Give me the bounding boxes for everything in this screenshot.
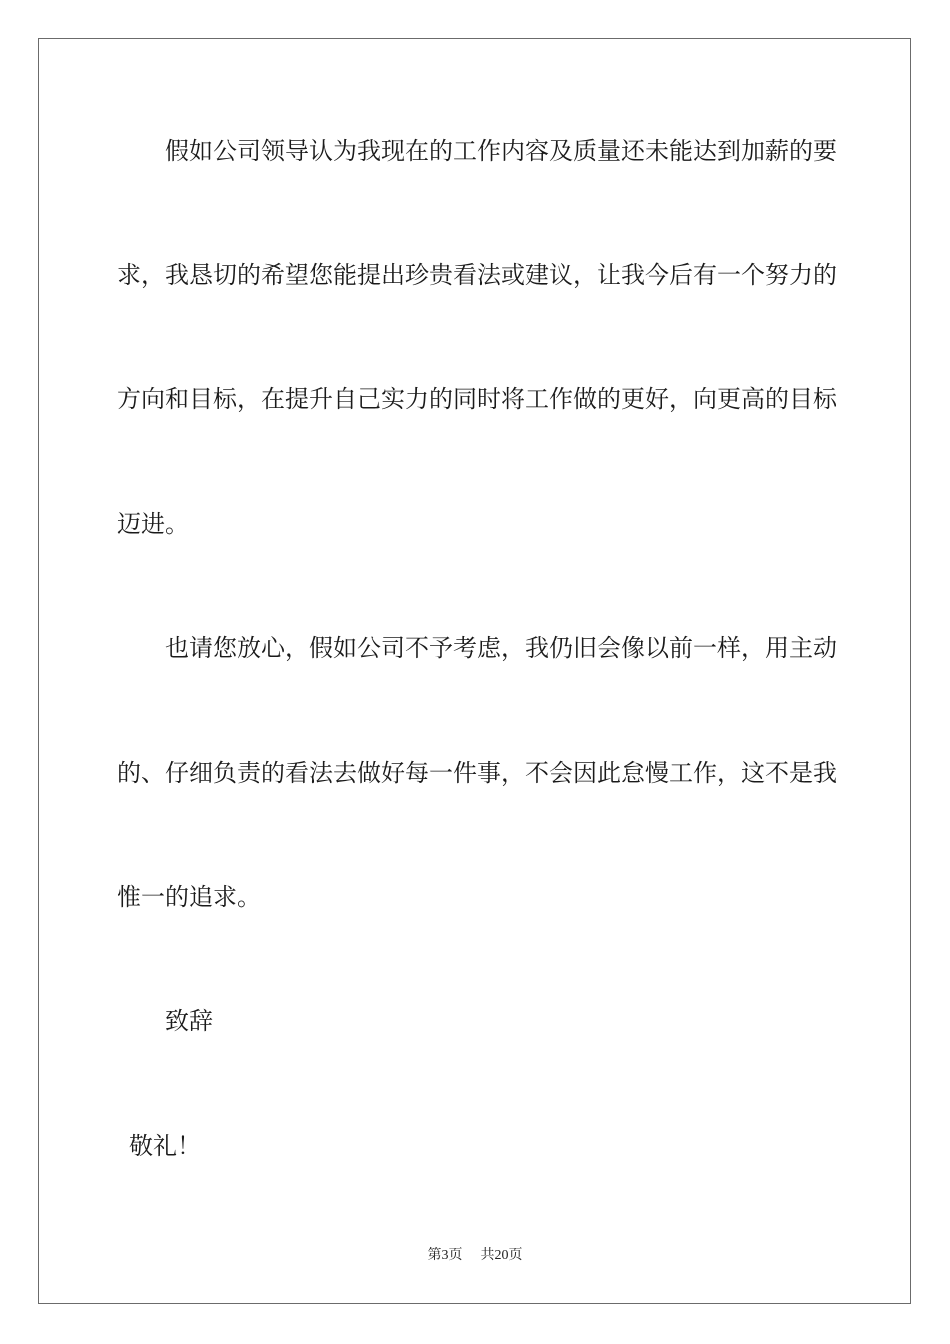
closing-salutation: 致辞 <box>165 1007 213 1035</box>
paragraph-2-line-1: 也请您放心，假如公司不予考虑，我仍旧会像以前一样，用主动 <box>165 634 837 662</box>
paragraph-1-line-1: 假如公司领导认为我现在的工作内容及质量还未能达到加薪的要 <box>165 137 837 165</box>
paragraph-2-line-3: 惟一的追求。 <box>117 883 261 911</box>
paragraph-1-line-3: 方向和目标，在提升自己实力的同时将工作做的更好，向更高的目标 <box>117 385 837 413</box>
page-border <box>38 38 911 1304</box>
paragraph-2-line-2: 的、仔细负责的看法去做好每一件事，不会因此怠慢工作，这不是我 <box>117 759 837 787</box>
closing-regards: 敬礼！ <box>129 1132 201 1160</box>
paragraph-1-line-2: 求，我恳切的希望您能提出珍贵看法或建议，让我今后有一个努力的 <box>117 261 837 289</box>
paragraph-1-line-4: 迈进。 <box>117 510 189 538</box>
footer-page-current: 第3页 <box>427 1248 463 1263</box>
page-footer <box>0 1246 950 1266</box>
footer-page-total: 共20页 <box>480 1248 523 1263</box>
